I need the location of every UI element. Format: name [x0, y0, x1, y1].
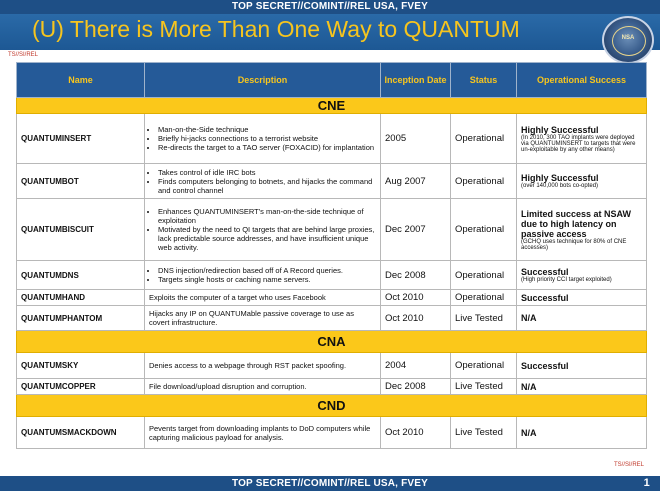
cell-name: QUANTUMBISCUIT	[17, 199, 145, 261]
table-row	[17, 379, 647, 395]
cell-inception-date: Dec 2008	[381, 261, 451, 290]
cell-description	[145, 261, 381, 290]
success-rating: N/A	[521, 381, 537, 392]
description-text: Pevents target from downloading implants to DoD computers while capturing malicious payload for analysis.	[149, 423, 371, 442]
cell-name: QUANTUMBOT	[17, 164, 145, 199]
description-list	[149, 266, 376, 284]
page-title: (U) There is More Than One Way to QUANTUM	[32, 16, 520, 42]
success-note: (over 140,000 bots co-opted)	[521, 183, 599, 189]
column-header-inception-date: Inception Date	[381, 63, 451, 98]
table-body	[17, 98, 647, 449]
section-label: CNA	[17, 331, 647, 353]
cell-description	[145, 164, 381, 199]
cell-status: Operational	[451, 199, 517, 261]
cell-inception-date: 2005	[381, 114, 451, 164]
cell-operational-success	[517, 164, 647, 199]
page-number: 1	[643, 477, 650, 489]
cell-description	[145, 114, 381, 164]
success-rating: Successful	[521, 267, 569, 277]
description-item: • DNS injection/redirection based off of A Record queries.	[158, 266, 376, 275]
classification-banner-top	[0, 0, 660, 14]
table-row	[17, 261, 647, 290]
column-header-operational-success: Operational Success	[517, 63, 647, 98]
description-item: • Finds computers belonging to botnets, and hijacks the command and control channel	[158, 177, 376, 195]
classification-text-bottom: TOP SECRET//COMINT//REL USA, FVEY	[231, 478, 429, 489]
table-row	[17, 417, 647, 449]
description-item: • Takes control of idle IRC bots	[158, 168, 376, 177]
description-item: • Briefly hi-jacks connections to a terrorist website	[158, 134, 376, 143]
cell-name: QUANTUMSKY	[17, 353, 145, 379]
title-bar	[0, 14, 660, 50]
description-list	[149, 207, 376, 252]
cell-operational-success	[517, 379, 647, 395]
description-item: • Targets single hosts or caching name servers.	[158, 275, 376, 284]
cell-operational-success	[517, 290, 647, 306]
section-row	[17, 331, 647, 353]
section-row	[17, 395, 647, 417]
cell-inception-date: Oct 2010	[381, 306, 451, 331]
seal-text: NSA	[621, 35, 635, 41]
cell-operational-success	[517, 353, 647, 379]
cell-operational-success	[517, 199, 647, 261]
cell-status: Live Tested	[451, 379, 517, 395]
cell-name: QUANTUMPHANTOM	[17, 306, 145, 331]
cell-inception-date: Aug 2007	[381, 164, 451, 199]
description-list	[149, 168, 376, 195]
cell-inception-date: Oct 2010	[381, 417, 451, 449]
cell-name: QUANTUMCOPPER	[17, 379, 145, 395]
cell-status: Operational	[451, 290, 517, 306]
cell-operational-success	[517, 417, 647, 449]
description-list	[149, 125, 376, 152]
cell-operational-success	[517, 114, 647, 164]
table-row	[17, 114, 647, 164]
section-row	[17, 98, 647, 114]
cell-name: QUANTUMSMACKDOWN	[17, 417, 145, 449]
description-item: • Motivated by the need to QI targets that are behind large proxies, lack predictable source addresses, and have insufficient unique web activity.	[158, 225, 376, 252]
description-item: • Enhances QUANTUMINSERT's man-on-the-side technique of exploitation	[158, 207, 376, 225]
seal-ring	[612, 26, 646, 56]
cell-description	[145, 290, 381, 306]
table-row	[17, 306, 647, 331]
quantum-table	[16, 62, 647, 449]
cell-status: Live Tested	[451, 306, 517, 331]
success-note: (GCHQ uses technique for 80% of CNE accesses)	[521, 238, 627, 251]
cell-inception-date: Dec 2007	[381, 199, 451, 261]
nsa-seal-icon	[602, 16, 654, 64]
description-item: • Man-on-the-Side technique	[158, 125, 376, 134]
description-text: Denies access to a webpage through RST packet spoofing.	[149, 361, 347, 370]
column-header-description: Description	[145, 63, 381, 98]
cell-name: QUANTUMHAND	[17, 290, 145, 306]
cell-name: QUANTUMINSERT	[17, 114, 145, 164]
cell-inception-date: 2004	[381, 353, 451, 379]
cell-inception-date: Dec 2008	[381, 379, 451, 395]
column-header-status: Status	[451, 63, 517, 98]
quantum-table-container	[16, 62, 646, 449]
cell-name: QUANTUMDNS	[17, 261, 145, 290]
description-item: • Re-directs the target to a TAO server (FOXACID) for implantation	[158, 143, 376, 152]
cell-description	[145, 353, 381, 379]
success-rating: Limited success at NSAW due to high latency on passive access	[521, 208, 632, 239]
classification-banner-bottom	[0, 476, 660, 491]
cell-description	[145, 199, 381, 261]
table-row	[17, 164, 647, 199]
section-label: CNE	[17, 98, 647, 114]
header-row	[17, 63, 647, 98]
cell-status: Live Tested	[451, 417, 517, 449]
success-note: (High priority CCI target exploited)	[521, 277, 612, 283]
portion-mark-bottom: TS//SI/REL	[613, 462, 644, 468]
description-text: Exploits the computer of a target who uses Facebook	[149, 293, 326, 302]
column-header-name: Name	[17, 63, 145, 98]
success-rating: Highly Successful	[521, 173, 599, 183]
section-label: CND	[17, 395, 647, 417]
cell-operational-success	[517, 261, 647, 290]
description-text: Hijacks any IP on QUANTUMable passive coverage to use as covert infrastructure.	[149, 309, 354, 327]
cell-description	[145, 306, 381, 331]
cell-operational-success	[517, 306, 647, 331]
cell-inception-date: Oct 2010	[381, 290, 451, 306]
table-row	[17, 199, 647, 261]
cell-status: Operational	[451, 114, 517, 164]
table-row	[17, 290, 647, 306]
success-note: (In 2010, 300 TAO implants were deployed via QUANTUMINSERT to targets that were un-exploitable by any other means)	[521, 134, 636, 153]
success-rating: Highly Successful	[521, 124, 599, 135]
cell-status: Operational	[451, 353, 517, 379]
cell-description	[145, 417, 381, 449]
description-text: File download/upload disruption and corruption.	[149, 382, 307, 391]
cell-description	[145, 379, 381, 395]
portion-mark-top: TS//SI/REL	[8, 52, 39, 58]
cell-status: Operational	[451, 261, 517, 290]
cell-status: Operational	[451, 164, 517, 199]
classification-text-top: TOP SECRET//COMINT//REL USA, FVEY	[231, 1, 429, 12]
table-row	[17, 353, 647, 379]
success-rating: Successful	[521, 292, 569, 303]
success-rating: Successful	[521, 360, 569, 371]
success-rating: N/A	[521, 427, 537, 438]
success-rating: N/A	[521, 313, 537, 323]
